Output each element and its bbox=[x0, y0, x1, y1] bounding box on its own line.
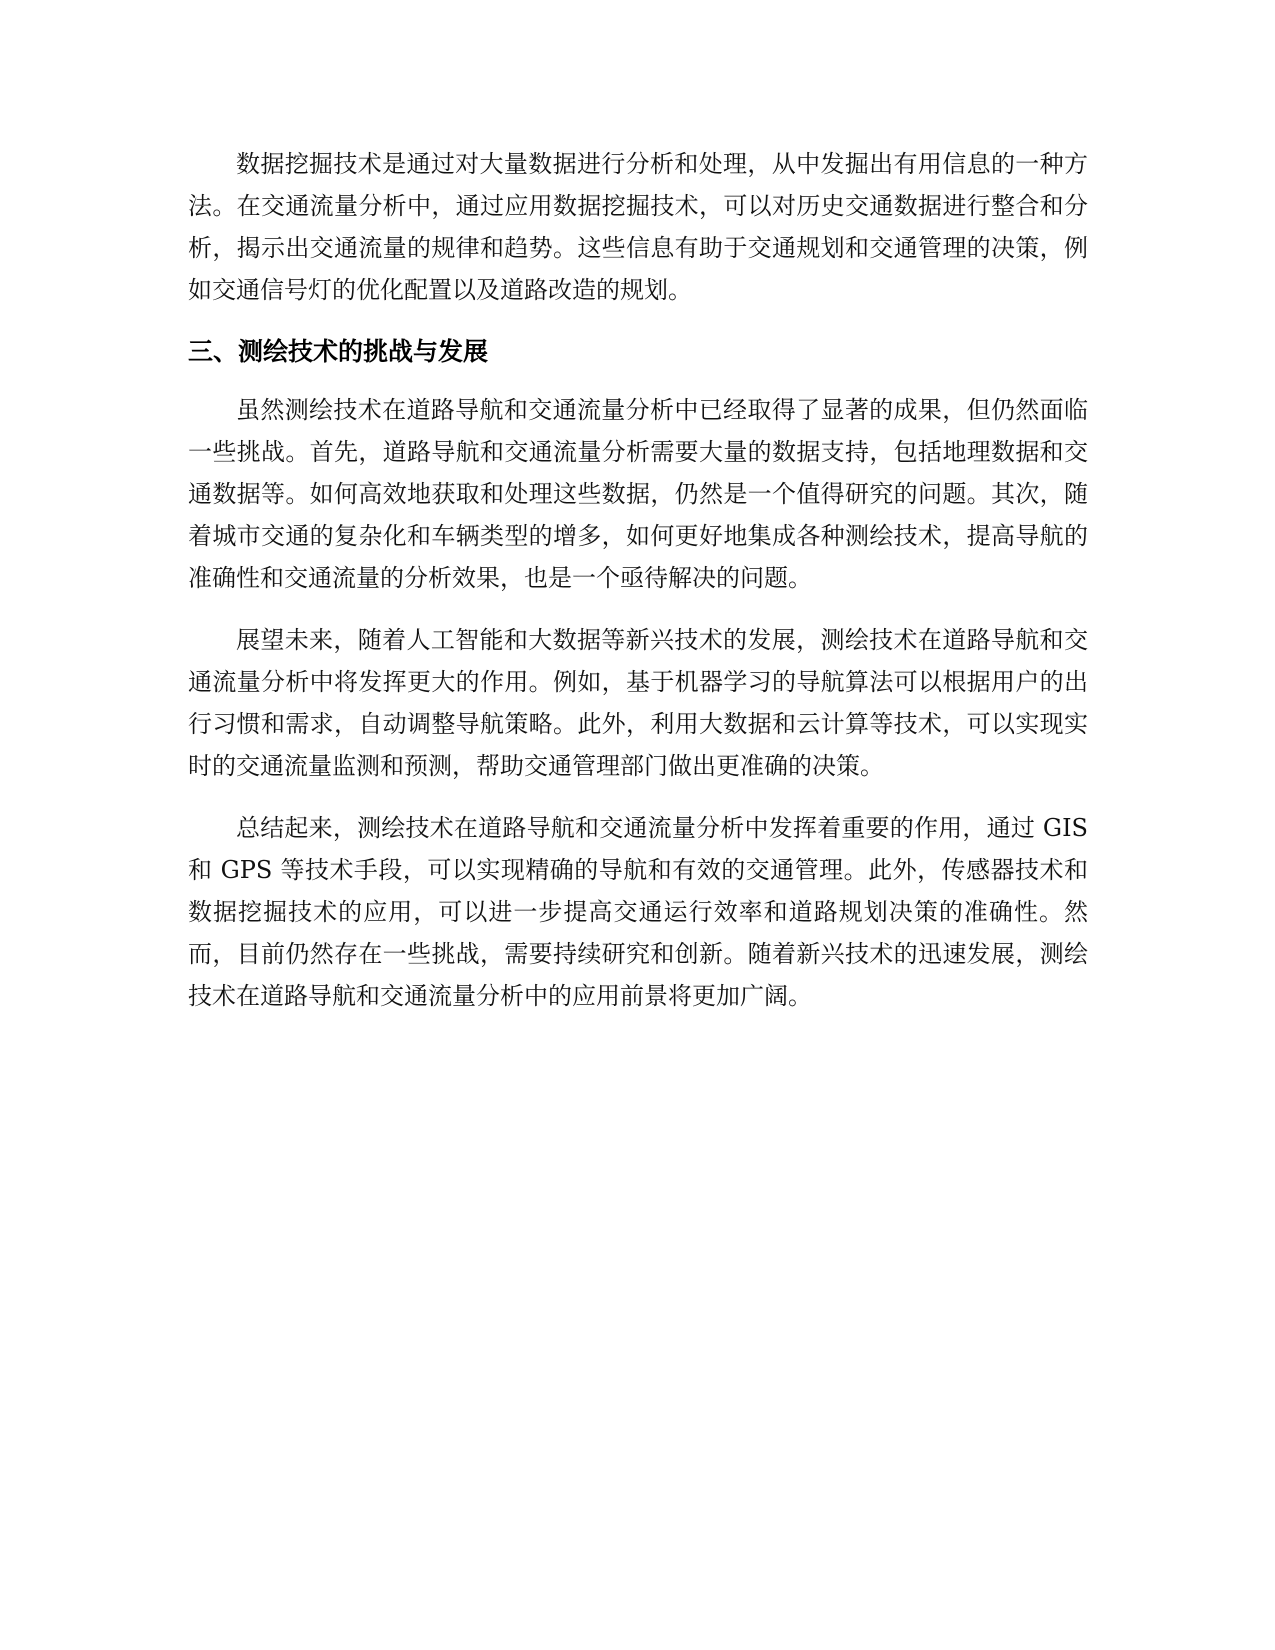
section-heading: 三、测绘技术的挑战与发展 bbox=[188, 337, 489, 366]
document-body bbox=[188, 143, 1088, 1037]
paragraph-conclusion: 总结起来，测绘技术在道路导航和交通流量分析中发挥着重要的作用，通过 GIS 和 GPS 等技术手段，可以实现精确的导航和有效的交通管理。此外，传感器技术和数据挖掘技术的应用，可以进一步提高交通运行效率和道路规划决策的准确性。然而，目前仍然存在一些挑战，需要持续研究和创新。随着新兴技术的迅速发展，测绘技术在道路导航和交通流量分析中的应用前景将更加广阔。 bbox=[188, 814, 1088, 1010]
paragraph-data-mining: 数据挖掘技术是通过对大量数据进行分析和处理，从中发掘出有用信息的一种方法。在交通流量分析中，通过应用数据挖掘技术，可以对历史交通数据进行整合和分析，揭示出交通流量的规律和趋势。这些信息有助于交通规划和交通管理的决策，例如交通信号灯的优化配置以及道路改造的规划。 bbox=[188, 150, 1088, 304]
paragraph-challenges: 虽然测绘技术在道路导航和交通流量分析中已经取得了显著的成果，但仍然面临一些挑战。首先，道路导航和交通流量分析需要大量的数据支持，包括地理数据和交通数据等。如何高效地获取和处理这些数据，仍然是一个值得研究的问题。其次，随着城市交通的复杂化和车辆类型的增多，如何更好地集成各种测绘技术，提高导航的准确性和交通流量的分析效果，也是一个亟待解决的问题。 bbox=[188, 396, 1088, 592]
paragraph-outlook: 展望未来，随着人工智能和大数据等新兴技术的发展，测绘技术在道路导航和交通流量分析中将发挥更大的作用。例如，基于机器学习的导航算法可以根据用户的出行习惯和需求，自动调整导航策略。此外，利用大数据和云计算等技术，可以实现实时的交通流量监测和预测，帮助交通管理部门做出更准确的决策。 bbox=[188, 626, 1088, 780]
